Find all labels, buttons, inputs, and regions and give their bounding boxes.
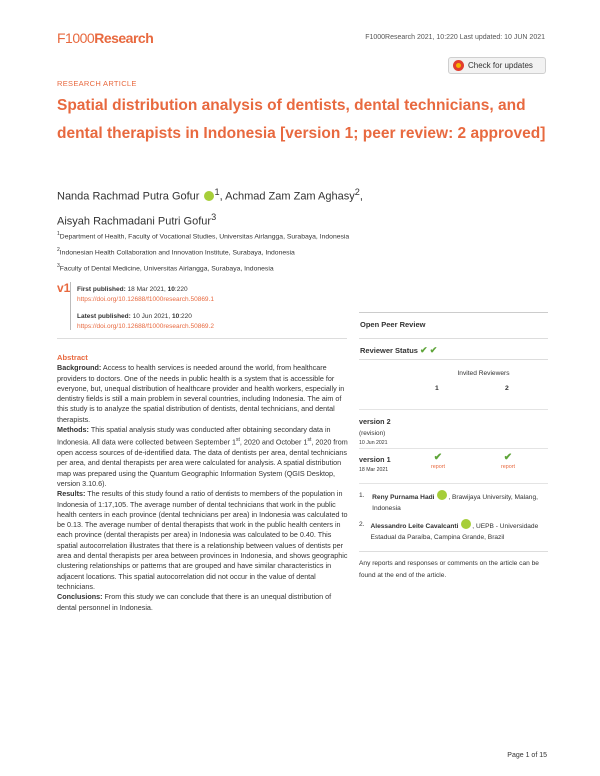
- abstract-conclusions: Conclusions: From this study we can conclude that there is an unequal distribution of dental personnel in Indonesia.: [57, 592, 332, 612]
- orcid-icon[interactable]: [461, 519, 471, 529]
- check-for-updates-button[interactable]: Check for updates: [448, 57, 546, 74]
- review-note: Any reports and responses or comments on the article can be found at the end of the article.: [359, 551, 548, 581]
- list-item: 2. Alessandro Leite Cavalcanti , UEPB - Universidade Estadual da Paraíba, Campina Grande, Brazil: [359, 521, 539, 541]
- author-list: Nanda Rachmad Putra Gofur $^1$, Achmad Zam Zam Aghasy$^2$, Aisyah Rachmadani Putri Gofur$^3$: [57, 187, 363, 228]
- version-label: v1: [57, 281, 71, 295]
- page-number: Page 1 of 15: [507, 752, 547, 759]
- open-peer-review-panel: [359, 312, 548, 581]
- orcid-icon[interactable]: [204, 191, 214, 201]
- reviewer-list: [359, 490, 548, 543]
- affiliations: [57, 228, 349, 275]
- doi-link-v1[interactable]: https://doi.org/10.12688/f1000research.50869.1: [77, 296, 214, 303]
- article-type: RESEARCH ARTICLE: [57, 79, 137, 88]
- list-item: 1. Reny Purnama Hadi , Brawijaya University, Malang, Indonesia: [359, 492, 538, 512]
- reviewer-2-report-link[interactable]: ✔ report: [493, 452, 523, 470]
- author-name[interactable]: Nanda Rachmad Putra Gofur: [57, 190, 200, 203]
- affiliation: $^1$Department of Health, Faculty of Vocational Studies, Universitas Airlangga, Surabaya, Indonesia: [57, 231, 350, 241]
- author-name[interactable]: , Achmad Zam Zam Aghasy: [219, 190, 355, 203]
- affiliation: $^2$Indonesian Health Collaboration and Innovation Institute, Surabaya, Indonesia: [57, 246, 295, 257]
- version-1-row: version 1 18 Mar 2021 ✔ report ✔ report: [359, 449, 548, 483]
- f1000research-logo[interactable]: F1000Research: [57, 30, 154, 46]
- affiliation: $^3$Faculty of Dental Medicine, Universitas Airlangga, Surabaya, Indonesia: [57, 262, 274, 272]
- section-divider: [57, 338, 347, 339]
- doi-link-v2[interactable]: https://doi.org/10.12688/f1000research.50869.2: [77, 323, 214, 330]
- reviewer-status: Reviewer Status ✔ ✔: [360, 345, 438, 355]
- crossmark-icon: [453, 60, 464, 71]
- reviewer-name[interactable]: Reny Purnama Hadi: [372, 494, 435, 501]
- version-2-row[interactable]: version 2 (revision) 10 Jun 2021: [359, 417, 391, 446]
- abstract-methods: Methods: This spatial analysis study was conducted after obtaining secondary data in Indonesia. All data were collected between September 1st, 2020 and October 1st, 2020 from open access sources of de-identified data. The data of dentists per area, dental technicians per area, and dental therapists per area were calculated for analysis. A spatial distribution map was prepared using the Quantum Geographic Information System (QGIS Desktop, version 3.10.6).: [57, 425, 348, 488]
- abstract-results: Results: The results of this study found a ratio of dentists to members of the population in Indonesia of 1:17,105. The average number of dental technicians that work in the public health centers in each province (dental technicians per area) in Indonesia was calculated to be 0.13. The average number of dental therapists that work in the public health centers in each province (dental therapists per area) in Indonesia was calculated to be 0.40. This spatial autocorrelation illustrates that there is a relationship between values of dentists per area and dental therapists per area between provinces in Indonesia, and shows geographic clustering relationships or patterns that are grouped and have similar characteristics in adjacent locations. This spatial autocorrelation did not occur in the value of dental technicians.: [57, 489, 348, 591]
- check-icon: ✔: [420, 345, 428, 355]
- abstract-heading: Abstract: [57, 353, 88, 362]
- abstract-background: Background: Access to health services is needed around the world, from healthcare providers to doctors. One of the needs in public health is a system that is accessible for everyone, but, unequal distribution of healthcare provider and health workers, especially in dentistry fields is still a main problem in several countries, including Indonesia. The aim of this study is to analyze the spatial distribution of dentists, dental technicians, and dental therapists.: [57, 363, 345, 424]
- check-icon: ✔: [433, 452, 443, 463]
- check-icon: ✔: [503, 452, 513, 463]
- reviewer-columns: 1 2: [435, 385, 509, 392]
- check-icon: ✔: [429, 345, 438, 355]
- article-meta: F1000Research 2021, 10:220 Last updated: 10 JUN 2021: [365, 34, 545, 41]
- abstract: [57, 353, 352, 613]
- author-name[interactable]: Aisyah Rachmadani Putri Gofur: [57, 215, 212, 228]
- article-title: Spatial distribution analysis of dentists, dental technicians, and dental therapists in Indonesia [version 1; peer review: 2 approved]: [57, 97, 546, 142]
- publication-info: First published: 18 Mar 2021, 10:220 https://doi.org/10.12688/f1000research.50869.1 Latest published: 10 Jun 2021, 10:220 https://doi.org/10.12688/f1000research.50869.2: [77, 286, 214, 330]
- invited-reviewers-label: Invited Reviewers: [457, 370, 510, 377]
- orcid-icon[interactable]: [437, 490, 447, 500]
- reviewer-name[interactable]: Alessandro Leite Cavalcanti: [370, 523, 459, 530]
- reviewer-1-report-link[interactable]: ✔ report: [423, 452, 453, 470]
- panel-title: Open Peer Review: [360, 320, 426, 329]
- version-divider: [70, 282, 71, 330]
